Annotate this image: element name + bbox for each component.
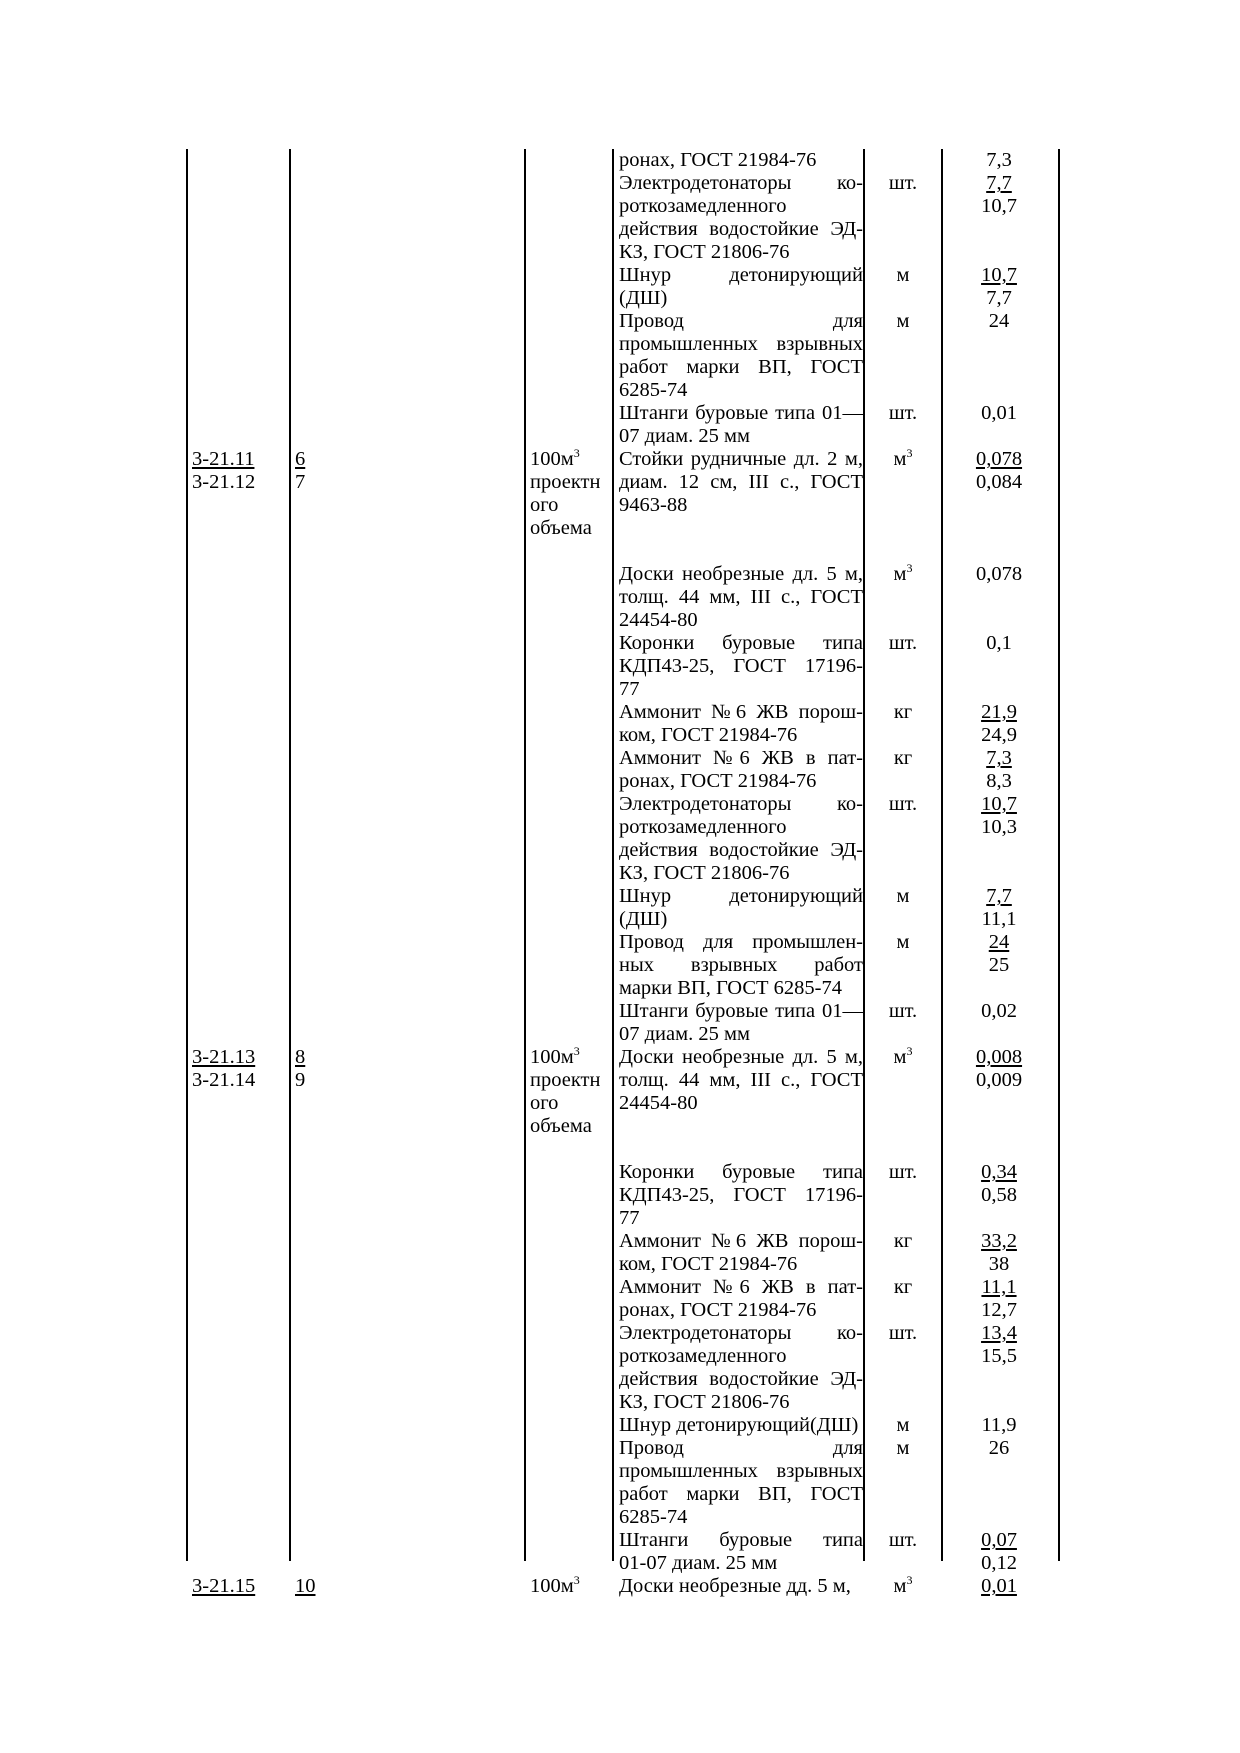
material-name-line: Штанги буровые типа bbox=[619, 1529, 863, 1551]
material-name-line: роткозамедленного bbox=[619, 1345, 787, 1367]
material-name-line: Штанги буровые типа 01— bbox=[619, 402, 863, 424]
material-name-line: Штанги буровые типа 01— bbox=[619, 1000, 863, 1022]
norm-code bbox=[192, 1046, 277, 1092]
material-name bbox=[619, 149, 863, 172]
material-unit: шт. bbox=[888, 172, 918, 194]
material-unit: кг bbox=[893, 701, 913, 723]
row-number-value: 8 bbox=[295, 1046, 306, 1068]
quantity-value: 0,078 bbox=[975, 448, 1023, 470]
material-name bbox=[619, 885, 863, 931]
quantity-value: 7,3 bbox=[986, 747, 1012, 769]
material-quantity bbox=[944, 1276, 1054, 1322]
material-unit: м bbox=[896, 264, 910, 286]
row-number bbox=[295, 1046, 355, 1092]
material-name-line: Шнур детонирующий bbox=[619, 264, 863, 286]
material-unit: шт. bbox=[888, 1000, 918, 1022]
quantity-value: 0,58 bbox=[981, 1184, 1017, 1206]
material-quantity bbox=[944, 1322, 1054, 1368]
material-unit: шт. bbox=[888, 402, 918, 424]
material-name-line: промышленных взрывных bbox=[619, 333, 863, 355]
quantity-value: 26 bbox=[988, 1437, 1010, 1459]
material-name-line: действия водостойкие ЭД- bbox=[619, 1368, 863, 1390]
quantity-value: 10,7 bbox=[981, 195, 1017, 217]
row-number-value: 6 bbox=[295, 448, 306, 470]
norm-code-value: 3-21.15 bbox=[192, 1575, 256, 1597]
material-name bbox=[619, 747, 863, 793]
material-name-line: роткозамедленного bbox=[619, 816, 787, 838]
material-name bbox=[619, 448, 863, 517]
material-quantity bbox=[944, 1230, 1054, 1276]
material-name-line: Аммонит №6 ЖВ в пат- bbox=[619, 747, 863, 769]
material-quantity bbox=[944, 632, 1054, 655]
material-name-line: Аммонит №6 ЖВ порош- bbox=[619, 701, 863, 723]
material-name bbox=[619, 931, 863, 1000]
material-name bbox=[619, 310, 863, 402]
material-unit: шт. bbox=[888, 793, 918, 815]
material-name-line: Доски необрезные дл. 5 м, bbox=[619, 1046, 863, 1068]
material-unit: м bbox=[896, 885, 910, 907]
material-quantity bbox=[944, 1414, 1054, 1437]
quantity-value: 11,1 bbox=[981, 908, 1017, 930]
material-name bbox=[619, 1322, 863, 1414]
quantity-value: 0,008 bbox=[975, 1046, 1023, 1068]
material-name bbox=[619, 1046, 863, 1115]
material-name-line: толщ. 44 мм, III с., ГОСТ bbox=[619, 1069, 863, 1091]
material-name bbox=[619, 563, 863, 632]
norm-code-value: 3-21.13 bbox=[192, 1046, 256, 1068]
quantity-value: 0,009 bbox=[975, 1069, 1023, 1091]
material-name-line: Коронки буровые типа bbox=[619, 1161, 863, 1183]
material-name-line: 01-07 диам. 25 мм bbox=[619, 1552, 778, 1574]
norm-code-value: 3-21.14 bbox=[192, 1069, 256, 1091]
material-name-line: Электродетонаторы ко- bbox=[619, 1322, 863, 1344]
norm-code-value: 3-21.12 bbox=[192, 471, 256, 493]
material-name-line: марки ВП, ГОСТ 6285-74 bbox=[619, 977, 843, 999]
material-quantity bbox=[944, 448, 1054, 494]
material-quantity bbox=[944, 1529, 1054, 1575]
material-name-line: КДП43-25, ГОСТ 17196- bbox=[619, 1184, 863, 1206]
material-name bbox=[619, 1437, 863, 1529]
material-unit: кг bbox=[893, 1230, 913, 1252]
material-name-line: Электродетонаторы ко- bbox=[619, 172, 863, 194]
material-quantity bbox=[944, 701, 1054, 747]
material-name-line: ком, ГОСТ 21984-76 bbox=[619, 724, 798, 746]
material-name-line: (ДШ) bbox=[619, 287, 668, 309]
material-quantity bbox=[944, 310, 1054, 333]
material-name-line: ком, ГОСТ 21984-76 bbox=[619, 1253, 798, 1275]
material-quantity bbox=[944, 885, 1054, 931]
material-name bbox=[619, 632, 863, 701]
material-name bbox=[619, 1230, 863, 1276]
material-name-line: ронах, ГОСТ 21984-76 bbox=[619, 149, 817, 171]
material-unit: шт. bbox=[888, 632, 918, 654]
measure-unit-line: ого bbox=[530, 1092, 559, 1114]
material-name-line: Коронки буровые типа bbox=[619, 632, 863, 654]
material-name-line: КЗ, ГОСТ 21806-76 bbox=[619, 862, 790, 884]
material-name bbox=[619, 1276, 863, 1322]
material-name-line: роткозамедленного bbox=[619, 195, 787, 217]
material-name-line: 24454-80 bbox=[619, 609, 698, 631]
material-name-line: Шнур детонирующий bbox=[619, 885, 863, 907]
material-name-line: 24454-80 bbox=[619, 1092, 698, 1114]
material-name-line: Доски необрезные дд. 5 м, bbox=[619, 1575, 851, 1597]
material-quantity bbox=[944, 264, 1054, 310]
quantity-value: 0,34 bbox=[981, 1161, 1017, 1183]
material-quantity bbox=[944, 931, 1054, 977]
material-name-line: действия водостойкие ЭД- bbox=[619, 839, 863, 861]
table-border-right bbox=[1058, 149, 1060, 1561]
material-name-line: работ марки ВП, ГОСТ bbox=[619, 356, 863, 378]
material-name-line: 77 bbox=[619, 678, 640, 700]
quantity-value: 11,9 bbox=[981, 1414, 1017, 1436]
material-name bbox=[619, 1000, 863, 1046]
material-name-line: Аммонит №6 ЖВ порош- bbox=[619, 1230, 863, 1252]
material-name-line: Стойки рудничные дл. 2 м, bbox=[619, 448, 863, 470]
material-quantity bbox=[944, 747, 1054, 793]
material-name-line: 6285-74 bbox=[619, 1506, 688, 1528]
norm-code bbox=[192, 448, 277, 494]
material-unit: шт. bbox=[888, 1529, 918, 1551]
material-unit: шт. bbox=[888, 1322, 918, 1344]
material-unit: кг bbox=[893, 747, 913, 769]
material-name-line: Провод для bbox=[619, 1437, 863, 1459]
material-name-line: ных взрывных работ bbox=[619, 954, 863, 976]
material-quantity bbox=[944, 1046, 1054, 1092]
material-name bbox=[619, 172, 863, 264]
row-number-value: 9 bbox=[295, 1069, 306, 1091]
measure-unit-line: объема bbox=[530, 1115, 592, 1137]
material-name-line: 07 диам. 25 мм bbox=[619, 425, 750, 447]
material-name-line: ронах, ГОСТ 21984-76 bbox=[619, 1299, 817, 1321]
material-name-line: КЗ, ГОСТ 21806-76 bbox=[619, 241, 790, 263]
row-number bbox=[295, 1575, 355, 1598]
material-unit: $м^3$ bbox=[893, 446, 913, 470]
material-name bbox=[619, 1414, 863, 1437]
quantity-value: 12,7 bbox=[981, 1299, 1017, 1321]
quantity-value: 7,7 bbox=[986, 287, 1012, 309]
measure-unit-line: $100м^3$ bbox=[530, 1573, 580, 1597]
material-name bbox=[619, 1161, 863, 1230]
table-border-left bbox=[186, 149, 188, 1561]
quantity-value: 0,12 bbox=[981, 1552, 1017, 1574]
column-divider-2 bbox=[524, 149, 526, 1561]
quantity-value: 7,7 bbox=[986, 172, 1012, 194]
quantity-value: 15,5 bbox=[981, 1345, 1017, 1367]
resource-norms-table bbox=[186, 149, 1060, 1597]
material-quantity bbox=[944, 1000, 1054, 1023]
quantity-value: 0,1 bbox=[986, 632, 1012, 654]
material-name-line: 77 bbox=[619, 1207, 640, 1229]
norm-code bbox=[192, 1575, 277, 1598]
material-quantity bbox=[944, 172, 1054, 218]
material-unit: шт. bbox=[888, 1161, 918, 1183]
quantity-value: 0,01 bbox=[981, 1575, 1017, 1597]
quantity-value: 0,07 bbox=[981, 1529, 1017, 1551]
material-name-line: диам. 12 см, III с., ГОСТ bbox=[619, 471, 863, 493]
material-unit: $м^3$ bbox=[893, 1044, 913, 1068]
material-quantity bbox=[944, 793, 1054, 839]
quantity-value: 24 bbox=[988, 310, 1010, 332]
quantity-value: 10,7 bbox=[981, 793, 1017, 815]
row-number-value: 10 bbox=[295, 1575, 316, 1597]
material-unit: м bbox=[896, 1414, 910, 1436]
material-name-line: (ДШ) bbox=[619, 908, 668, 930]
material-name-line: работ марки ВП, ГОСТ bbox=[619, 1483, 863, 1505]
material-unit: м bbox=[896, 931, 910, 953]
quantity-value: 24,9 bbox=[981, 724, 1017, 746]
quantity-value: 10,3 bbox=[981, 816, 1017, 838]
material-name-line: ронах, ГОСТ 21984-76 bbox=[619, 770, 817, 792]
material-name-line: Провод для bbox=[619, 310, 863, 332]
material-name-line: КДП43-25, ГОСТ 17196- bbox=[619, 655, 863, 677]
material-name-line: КЗ, ГОСТ 21806-76 bbox=[619, 1391, 790, 1413]
material-name-line: Аммонит №6 ЖВ в пат- bbox=[619, 1276, 863, 1298]
quantity-value: 8,3 bbox=[986, 770, 1012, 792]
quantity-value: 38 bbox=[988, 1253, 1010, 1275]
measure-unit bbox=[530, 448, 614, 540]
material-quantity bbox=[944, 563, 1054, 586]
material-name-line: Доски необрезные дл. 5 м, bbox=[619, 563, 863, 585]
row-number-value: 7 bbox=[295, 471, 306, 493]
material-unit: кг bbox=[893, 1276, 913, 1298]
material-name-line: толщ. 44 мм, III с., ГОСТ bbox=[619, 586, 863, 608]
material-name-line: Шнур детонирующий(ДШ) bbox=[619, 1414, 859, 1436]
quantity-value: 0,084 bbox=[975, 471, 1023, 493]
column-divider-3 bbox=[612, 149, 614, 1561]
material-unit: $м^3$ bbox=[893, 561, 913, 585]
material-name-line: 9463-88 bbox=[619, 494, 688, 516]
measure-unit-line: ого bbox=[530, 494, 559, 516]
quantity-value: 10,7 bbox=[981, 264, 1017, 286]
material-quantity bbox=[944, 1437, 1054, 1460]
quantity-value: 0,078 bbox=[975, 563, 1023, 585]
material-name-line: 07 диам. 25 мм bbox=[619, 1023, 750, 1045]
quantity-value: 0,01 bbox=[981, 402, 1017, 424]
measure-unit bbox=[530, 1575, 614, 1598]
material-name-line: промышленных взрывных bbox=[619, 1460, 863, 1482]
material-quantity bbox=[944, 149, 1054, 172]
row-number bbox=[295, 448, 355, 494]
material-name bbox=[619, 1529, 863, 1575]
quantity-value: 0,02 bbox=[981, 1000, 1017, 1022]
material-unit: м bbox=[896, 1437, 910, 1459]
material-quantity bbox=[944, 402, 1054, 425]
material-quantity bbox=[944, 1575, 1054, 1598]
measure-unit-line: $100м^3$ bbox=[530, 1044, 580, 1068]
material-name bbox=[619, 793, 863, 885]
material-name-line: Электродетонаторы ко- bbox=[619, 793, 863, 815]
material-unit: $м^3$ bbox=[893, 1573, 913, 1597]
material-name bbox=[619, 264, 863, 310]
measure-unit-line: объема bbox=[530, 517, 592, 539]
quantity-value: 11,1 bbox=[981, 1276, 1017, 1298]
quantity-value: 25 bbox=[988, 954, 1010, 976]
quantity-value: 13,4 bbox=[981, 1322, 1017, 1344]
material-unit: м bbox=[896, 310, 910, 332]
material-name-line: 6285-74 bbox=[619, 379, 688, 401]
measure-unit-line: $100м^3$ bbox=[530, 446, 580, 470]
material-name bbox=[619, 1575, 863, 1598]
material-name bbox=[619, 701, 863, 747]
quantity-value: 33,2 bbox=[981, 1230, 1017, 1252]
measure-unit bbox=[530, 1046, 614, 1138]
column-divider-5 bbox=[941, 149, 943, 1561]
measure-unit-line: проектн bbox=[530, 1069, 601, 1091]
quantity-value: 21,9 bbox=[981, 701, 1017, 723]
column-divider-4 bbox=[863, 149, 865, 1561]
quantity-value: 7,7 bbox=[986, 885, 1012, 907]
material-name bbox=[619, 402, 863, 448]
norm-code-value: 3-21.11 bbox=[192, 448, 255, 470]
quantity-value: 7,3 bbox=[986, 149, 1012, 171]
measure-unit-line: проектн bbox=[530, 471, 601, 493]
material-quantity bbox=[944, 1161, 1054, 1207]
material-name-line: Провод для промышлен- bbox=[619, 931, 863, 953]
column-divider-1 bbox=[289, 149, 291, 1561]
material-name-line: действия водостойкие ЭД- bbox=[619, 218, 863, 240]
quantity-value: 24 bbox=[988, 931, 1010, 953]
